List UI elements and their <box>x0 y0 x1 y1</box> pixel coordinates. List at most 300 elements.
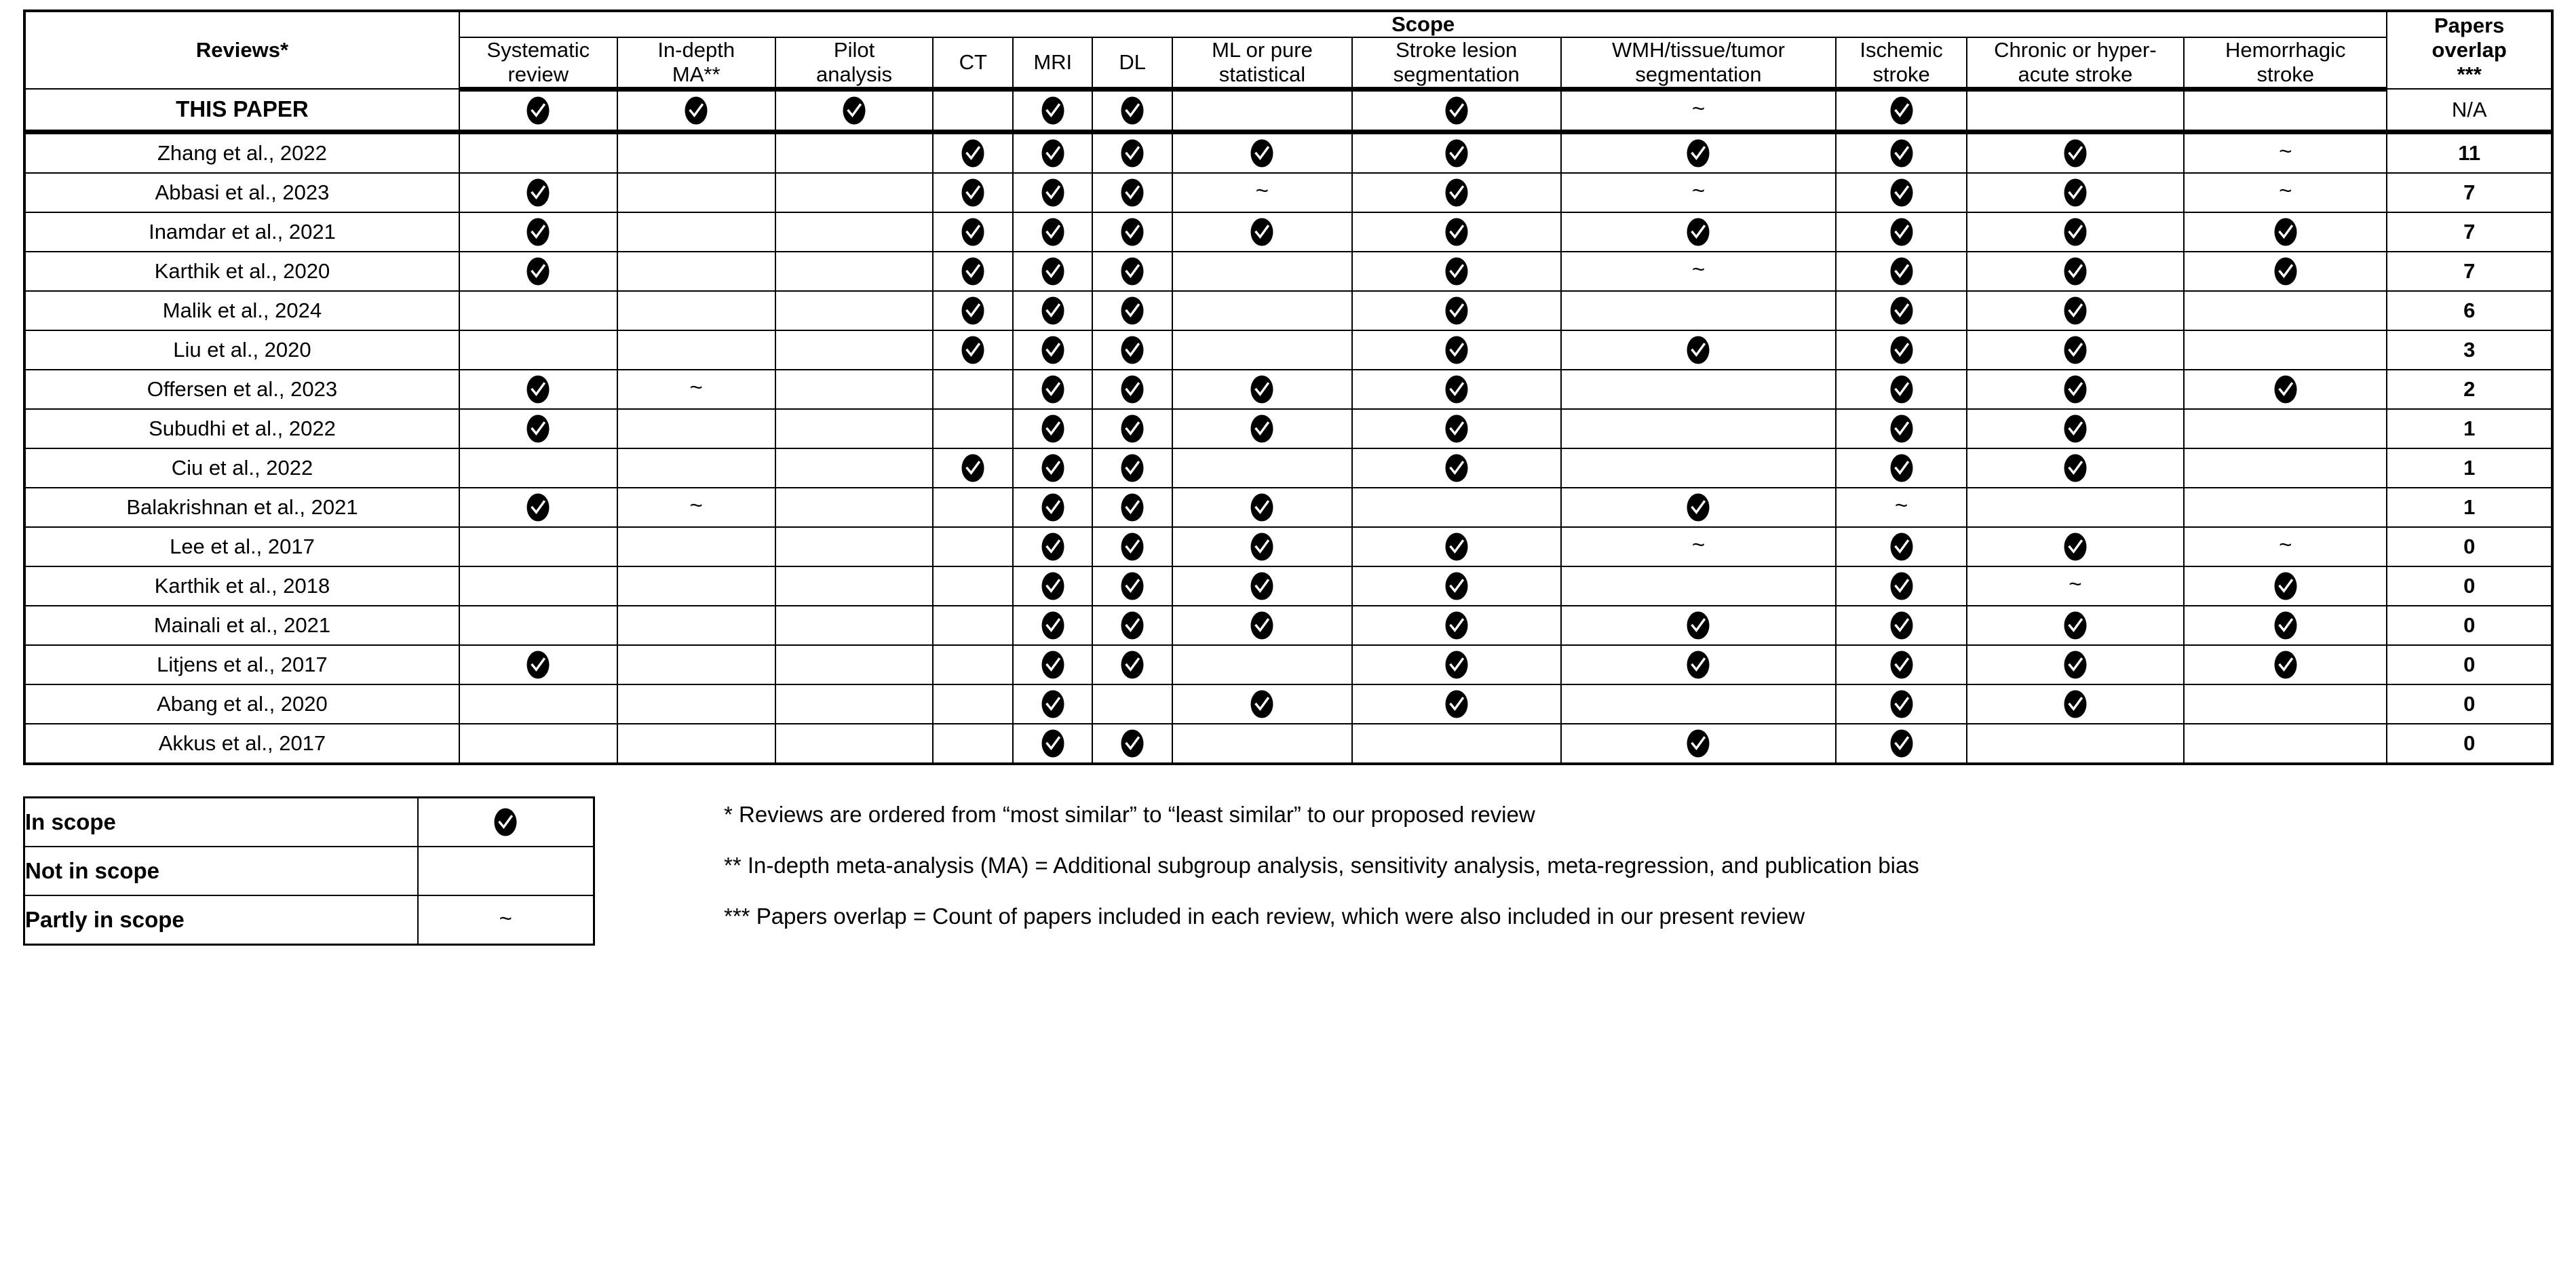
scope-cell <box>459 291 617 330</box>
check-circle-icon <box>526 96 550 125</box>
review-name-cell: Inamdar et al., 2021 <box>24 212 459 252</box>
col-header-ct <box>933 37 1013 89</box>
scope-cell <box>1172 291 1352 330</box>
scope-cell <box>1561 409 1837 448</box>
scope-cell <box>617 724 775 764</box>
scope-cell <box>1967 645 2184 684</box>
scope-cell <box>1013 606 1093 645</box>
col-header-line2: stroke <box>2256 62 2314 86</box>
scope-cell <box>1967 173 2184 212</box>
scope-cell <box>1967 566 2184 606</box>
check-circle-icon <box>1121 454 1144 482</box>
papers-overlap-cell: 0 <box>2387 684 2552 724</box>
scope-cell <box>459 173 617 212</box>
papers-overlap-cell: 1 <box>2387 448 2552 488</box>
col-header-systematic-review <box>459 37 617 89</box>
check-circle-icon <box>1445 611 1468 640</box>
scope-cell <box>1352 527 1561 566</box>
check-circle-icon <box>2064 375 2087 404</box>
scope-cell <box>617 645 775 684</box>
check-circle-icon <box>1890 690 1913 718</box>
scope-cell <box>1092 527 1172 566</box>
scope-cell <box>775 409 934 448</box>
check-circle-icon <box>1445 178 1468 207</box>
scope-cell <box>459 89 617 132</box>
check-circle-icon <box>526 414 550 443</box>
check-circle-icon <box>1041 414 1064 443</box>
scope-cell <box>1836 684 1966 724</box>
papers-overlap-cell: 7 <box>2387 252 2552 291</box>
scope-cell <box>1352 566 1561 606</box>
scope-cell <box>775 606 934 645</box>
scope-cell <box>933 409 1013 448</box>
tilde-mark: ~ <box>2279 177 2292 203</box>
scope-cell <box>459 409 617 448</box>
scope-cell <box>1561 566 1837 606</box>
check-circle-icon <box>2274 572 2297 600</box>
scope-cell <box>459 212 617 252</box>
scope-cell <box>775 488 934 527</box>
scope-cell <box>1172 330 1352 370</box>
scope-cell <box>617 566 775 606</box>
col-header-line1: Hemorrhagic <box>2225 37 2346 62</box>
check-circle-icon <box>1445 651 1468 679</box>
check-circle-icon <box>2274 218 2297 246</box>
table-row <box>24 173 2552 212</box>
scope-cell <box>933 291 1013 330</box>
check-circle-icon <box>1121 296 1144 325</box>
col-header-dl <box>1092 37 1172 89</box>
table-row <box>24 448 2552 488</box>
legend-label: Partly in scope <box>24 895 418 945</box>
scope-cell <box>1092 409 1172 448</box>
tilde-mark: ~ <box>1255 177 1269 203</box>
col-header-mri <box>1013 37 1093 89</box>
check-circle-icon <box>2274 651 2297 679</box>
table-row <box>24 606 2552 645</box>
scope-cell <box>1013 527 1093 566</box>
review-name-cell: Lee et al., 2017 <box>24 527 459 566</box>
legend-label: Not in scope <box>24 847 418 895</box>
check-circle-icon <box>1041 96 1064 125</box>
scope-cell <box>1967 724 2184 764</box>
scope-cell <box>2184 566 2387 606</box>
review-name-cell: Zhang et al., 2022 <box>24 132 459 173</box>
scope-cell <box>775 448 934 488</box>
col-header-hemorrhagic-stroke <box>2184 37 2387 89</box>
tilde-mark: ~ <box>1691 256 1706 282</box>
scope-cell <box>1172 606 1352 645</box>
check-circle-icon <box>1687 651 1710 679</box>
table-row <box>24 132 2552 173</box>
scope-cell <box>459 132 617 173</box>
scope-cell <box>933 89 1013 132</box>
scope-cell <box>1172 252 1352 291</box>
scope-cell <box>1172 132 1352 173</box>
scope-cell <box>1352 645 1561 684</box>
check-circle-icon <box>2064 218 2087 246</box>
scope-cell <box>1013 684 1093 724</box>
col-header-pilot-analysis <box>775 37 934 89</box>
check-circle-icon <box>1890 96 1913 125</box>
legend-mark <box>418 895 594 945</box>
scope-cell <box>1967 370 2184 409</box>
scope-cell <box>1172 684 1352 724</box>
check-circle-icon <box>2064 296 2087 325</box>
tilde-mark: ~ <box>689 492 703 518</box>
check-circle-icon <box>1250 414 1273 443</box>
scope-cell <box>1836 566 1966 606</box>
check-circle-icon <box>961 139 984 168</box>
scope-cell <box>2184 132 2387 173</box>
scope-cell <box>1967 291 2184 330</box>
scope-cell <box>459 645 617 684</box>
review-name-cell: Liu et al., 2020 <box>24 330 459 370</box>
check-circle-icon <box>1250 532 1273 561</box>
check-circle-icon <box>1445 96 1468 125</box>
scope-cell <box>617 132 775 173</box>
scope-cell <box>617 409 775 448</box>
review-name-cell: Ciu et al., 2022 <box>24 448 459 488</box>
legend-body <box>24 797 594 944</box>
scope-cell <box>1172 645 1352 684</box>
check-circle-icon <box>1250 690 1273 718</box>
scope-cell <box>1092 606 1172 645</box>
scope-cell <box>459 684 617 724</box>
check-circle-icon <box>1250 493 1273 522</box>
scope-cell <box>1561 606 1837 645</box>
table-row <box>24 724 2552 764</box>
scope-cell <box>1561 89 1837 132</box>
scope-cell <box>775 684 934 724</box>
col-group-scope: Scope <box>459 11 2387 37</box>
review-name-cell: Mainali et al., 2021 <box>24 606 459 645</box>
check-circle-icon <box>1250 375 1273 404</box>
scope-cell <box>1561 370 1837 409</box>
check-circle-icon <box>1890 296 1913 325</box>
check-circle-icon <box>2064 611 2087 640</box>
scope-cell <box>1561 527 1837 566</box>
check-circle-icon <box>526 375 550 404</box>
check-circle-icon <box>526 493 550 522</box>
scope-cell <box>1172 370 1352 409</box>
footnote: *** Papers overlap = Count of papers included in each review, which were also included in our present review <box>724 903 1805 929</box>
check-circle-icon <box>1041 532 1064 561</box>
check-circle-icon <box>1890 336 1913 364</box>
scope-cell <box>1172 173 1352 212</box>
check-circle-icon <box>1121 572 1144 600</box>
papers-overlap-cell: 6 <box>2387 291 2552 330</box>
legend-mark <box>418 797 594 847</box>
scope-cell <box>2184 488 2387 527</box>
scope-cell <box>2184 724 2387 764</box>
scope-cell <box>2184 291 2387 330</box>
scope-cell <box>2184 684 2387 724</box>
scope-cell <box>1092 684 1172 724</box>
scope-cell <box>459 527 617 566</box>
scope-cell <box>1013 645 1093 684</box>
check-circle-icon <box>2064 690 2087 718</box>
check-circle-icon <box>1890 375 1913 404</box>
col-header-line1: CT <box>959 50 987 74</box>
review-name-cell: Abbasi et al., 2023 <box>24 173 459 212</box>
scope-cell <box>1352 724 1561 764</box>
check-circle-icon <box>1041 454 1064 482</box>
tilde-mark: ~ <box>499 905 512 931</box>
scope-cell <box>1092 448 1172 488</box>
scope-cell <box>1013 566 1093 606</box>
scope-cell <box>933 684 1013 724</box>
scope-cell <box>1352 173 1561 212</box>
scope-cell <box>1013 370 1093 409</box>
scope-cell <box>933 370 1013 409</box>
scope-cell <box>1092 724 1172 764</box>
scope-cell <box>775 252 934 291</box>
scope-cell <box>1836 527 1966 566</box>
check-circle-icon <box>1687 729 1710 758</box>
scope-cell <box>617 488 775 527</box>
check-circle-icon <box>1445 336 1468 364</box>
check-circle-icon <box>961 454 984 482</box>
col-header-line1: MRI <box>1033 50 1073 74</box>
check-circle-icon <box>843 96 866 125</box>
scope-cell <box>2184 173 2387 212</box>
check-circle-icon <box>1250 611 1273 640</box>
check-circle-icon <box>1687 139 1710 168</box>
scope-cell <box>1967 684 2184 724</box>
check-circle-icon <box>2064 336 2087 364</box>
scope-cell <box>617 89 775 132</box>
legend-row <box>24 797 594 847</box>
check-circle-icon <box>1121 493 1144 522</box>
check-circle-icon <box>526 651 550 679</box>
scope-cell <box>1836 645 1966 684</box>
scope-cell <box>1013 448 1093 488</box>
tilde-mark: ~ <box>1894 492 1908 518</box>
scope-cell <box>1352 370 1561 409</box>
check-circle-icon <box>961 178 984 207</box>
review-name-cell: THIS PAPER <box>24 89 459 132</box>
scope-cell <box>1352 606 1561 645</box>
table-row <box>24 566 2552 606</box>
papers-overlap-cell: 7 <box>2387 173 2552 212</box>
scope-cell <box>1352 684 1561 724</box>
scope-cell <box>1561 330 1837 370</box>
scope-cell <box>1836 409 1966 448</box>
scope-cell <box>1013 252 1093 291</box>
check-circle-icon <box>1687 218 1710 246</box>
check-circle-icon <box>526 218 550 246</box>
col-header-line1: Chronic or hyper- <box>1994 37 2157 62</box>
table-row <box>24 252 2552 291</box>
check-circle-icon <box>1121 375 1144 404</box>
col-header-line1: In-depth <box>657 37 735 62</box>
footnotes <box>724 796 1919 930</box>
papers-overlap-cell: 0 <box>2387 527 2552 566</box>
review-name-cell: Akkus et al., 2017 <box>24 724 459 764</box>
col-header-line1: Systematic <box>486 37 590 62</box>
check-circle-icon <box>1890 414 1913 443</box>
scope-cell <box>1172 566 1352 606</box>
scope-cell <box>1172 212 1352 252</box>
legend-table <box>23 796 595 946</box>
scope-cell <box>933 173 1013 212</box>
check-circle-icon <box>1041 572 1064 600</box>
scope-cell <box>2184 212 2387 252</box>
scope-cell <box>2184 370 2387 409</box>
papers-overlap-cell: 0 <box>2387 566 2552 606</box>
scope-cell <box>1836 448 1966 488</box>
scope-cell <box>775 330 934 370</box>
check-circle-icon <box>1041 336 1064 364</box>
table-row <box>24 89 2552 132</box>
scope-cell <box>1352 291 1561 330</box>
review-name-cell: Litjens et al., 2017 <box>24 645 459 684</box>
col-header-line1: DL <box>1119 50 1147 74</box>
scope-cell <box>2184 645 2387 684</box>
check-circle-icon <box>526 178 550 207</box>
col-header-in-depth-ma <box>617 37 775 89</box>
table-row <box>24 212 2552 252</box>
scope-cell <box>1352 252 1561 291</box>
scope-cell <box>1836 291 1966 330</box>
papers-overlap-cell: 0 <box>2387 606 2552 645</box>
scope-cell <box>1967 527 2184 566</box>
check-circle-icon <box>2064 178 2087 207</box>
check-circle-icon <box>1445 414 1468 443</box>
scope-cell <box>1561 448 1837 488</box>
papers-overlap-cell: N/A <box>2387 89 2552 132</box>
check-circle-icon <box>1890 729 1913 758</box>
tilde-mark: ~ <box>689 374 703 400</box>
scope-cell <box>1967 606 2184 645</box>
check-circle-icon <box>1890 178 1913 207</box>
scope-cell <box>1092 212 1172 252</box>
scope-cell <box>617 330 775 370</box>
figure-footer <box>23 796 2576 946</box>
scope-cell <box>1561 173 1837 212</box>
scope-cell <box>1352 212 1561 252</box>
scope-cell <box>1013 212 1093 252</box>
scope-cell <box>459 724 617 764</box>
col-header-line1: Ischemic <box>1860 37 1943 62</box>
scope-cell <box>1967 330 2184 370</box>
check-circle-icon <box>1250 218 1273 246</box>
col-header-wmh-tissue-tumor-segmentation <box>1561 37 1837 89</box>
scope-cell <box>1561 684 1837 724</box>
scope-cell <box>933 645 1013 684</box>
check-circle-icon <box>2064 651 2087 679</box>
col-header-chronic-or-hyper-acute-stroke <box>1967 37 2184 89</box>
check-circle-icon <box>1041 139 1064 168</box>
scope-cell <box>775 212 934 252</box>
check-circle-icon <box>1890 611 1913 640</box>
scope-cell <box>1092 370 1172 409</box>
scope-cell <box>1836 488 1966 527</box>
col-header-line2: review <box>507 62 569 86</box>
scope-cell <box>1013 488 1093 527</box>
papers-overlap-cell: 1 <box>2387 409 2552 448</box>
scope-cell <box>1092 330 1172 370</box>
col-header-line2: analysis <box>816 62 893 86</box>
scope-cell <box>1013 291 1093 330</box>
scope-cell <box>2184 252 2387 291</box>
papers-overlap-cell: 11 <box>2387 132 2552 173</box>
scope-cell <box>459 606 617 645</box>
check-circle-icon <box>2274 611 2297 640</box>
scope-cell <box>1013 132 1093 173</box>
table-row <box>24 684 2552 724</box>
scope-cell <box>775 89 934 132</box>
scope-cell <box>1092 252 1172 291</box>
papers-overlap-cell: 1 <box>2387 488 2552 527</box>
scope-cell <box>1092 132 1172 173</box>
scope-cell <box>617 173 775 212</box>
scope-cell <box>2184 409 2387 448</box>
scope-cell <box>617 252 775 291</box>
scope-cell <box>617 212 775 252</box>
review-name-cell: Offersen et al., 2023 <box>24 370 459 409</box>
scope-cell <box>459 370 617 409</box>
scope-cell <box>1092 291 1172 330</box>
scope-cell <box>933 606 1013 645</box>
scope-cell <box>1172 527 1352 566</box>
scope-cell <box>1172 488 1352 527</box>
scope-cell <box>1013 173 1093 212</box>
check-circle-icon <box>1445 454 1468 482</box>
table-row <box>24 409 2552 448</box>
check-circle-icon <box>1890 651 1913 679</box>
check-circle-icon <box>2064 139 2087 168</box>
check-circle-icon <box>1890 257 1913 286</box>
scope-cell <box>1092 566 1172 606</box>
scope-cell <box>1967 212 2184 252</box>
check-circle-icon <box>1445 139 1468 168</box>
scope-cell <box>1967 132 2184 173</box>
col-header-line1: ML or pure <box>1212 37 1313 62</box>
scope-cell <box>459 330 617 370</box>
col-header-line1: WMH/tissue/tumor <box>1612 37 1785 62</box>
scope-cell <box>1836 173 1966 212</box>
scope-cell <box>933 488 1013 527</box>
scope-cell <box>1561 724 1837 764</box>
scope-cell <box>2184 89 2387 132</box>
col-header-line2: segmentation <box>1393 62 1520 86</box>
scope-cell <box>775 645 934 684</box>
table-row <box>24 330 2552 370</box>
check-circle-icon <box>2274 257 2297 286</box>
footnote: * Reviews are ordered from “most similar” to “least similar” to our proposed review <box>724 801 1535 827</box>
scope-cell <box>775 724 934 764</box>
scope-cell <box>775 132 934 173</box>
scope-cell <box>1013 409 1093 448</box>
scope-cell <box>1836 606 1966 645</box>
check-circle-icon <box>1121 414 1144 443</box>
check-circle-icon <box>1041 611 1064 640</box>
check-circle-icon <box>1445 690 1468 718</box>
scope-cell <box>2184 448 2387 488</box>
scope-cell <box>1092 173 1172 212</box>
check-circle-icon <box>1445 257 1468 286</box>
review-name-cell: Malik et al., 2024 <box>24 291 459 330</box>
scope-cell <box>1836 252 1966 291</box>
scope-cell <box>1352 330 1561 370</box>
tilde-mark: ~ <box>1691 531 1706 557</box>
scope-cell <box>775 527 934 566</box>
scope-cell <box>1013 89 1093 132</box>
check-circle-icon <box>685 96 708 125</box>
check-circle-icon <box>961 336 984 364</box>
